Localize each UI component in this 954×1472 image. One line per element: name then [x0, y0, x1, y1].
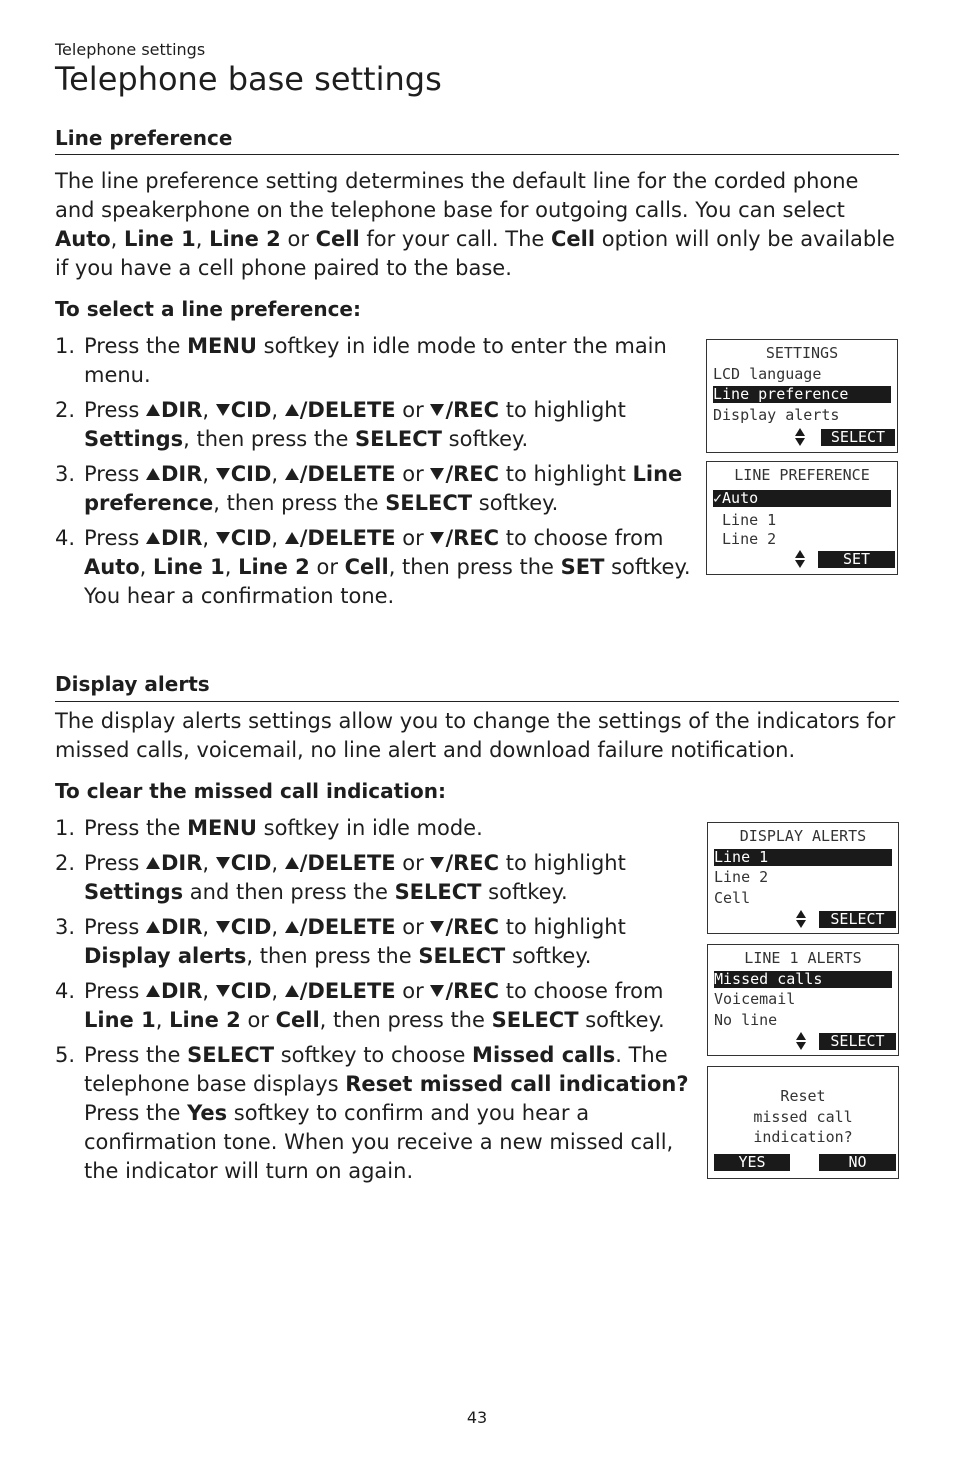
- display-alerts-steps: [55, 814, 695, 1192]
- scroll-arrows-icon: [796, 1032, 808, 1050]
- step: 2. Press DIR, CID, /DELETE or /REC to highlight Settings, then press the SELECT softkey.: [55, 398, 626, 451]
- step: 4. Press DIR, CID, /DELETE or /REC to choose from Auto, Line 1, Line 2 or Cell, then press the SET softkey. You hear a confirmation tone.: [55, 526, 691, 608]
- scroll-arrows-icon: [795, 428, 807, 446]
- lcd-softkey-select: SELECT: [821, 429, 895, 446]
- down-arrow-icon: [216, 921, 230, 933]
- page-title: Telephone base settings: [55, 60, 442, 98]
- lcd-softkey-select: SELECT: [819, 911, 896, 928]
- down-arrow-icon: [216, 985, 230, 997]
- step: 1. Press the MENU softkey in idle mode to enter the main menu.: [55, 334, 667, 387]
- down-arrow-icon: [430, 404, 444, 416]
- down-arrow-icon: [430, 857, 444, 869]
- step: 2. Press DIR, CID, /DELETE or /REC to highlight Settings and then press the SELECT softkey.: [55, 851, 626, 904]
- display-alerts-intro: The display alerts settings allow you to change the settings of the indicators for missed calls, voicemail, no line alert and download failure notification.: [55, 709, 896, 762]
- heading-rule: [55, 701, 899, 702]
- down-arrow-icon: [216, 404, 230, 416]
- down-arrow-icon: [216, 532, 230, 544]
- lcd-menu-item-selected: Line preference: [713, 386, 891, 403]
- display-alerts-procedure-title: To clear the missed call indication:: [55, 779, 446, 803]
- up-arrow-icon: [146, 921, 160, 933]
- display-alerts-heading: Display alerts: [55, 672, 210, 696]
- lcd-title: LINE PREFERENCE: [734, 466, 870, 484]
- lcd-softkey-set: SET: [818, 551, 895, 568]
- up-arrow-icon: [285, 921, 299, 933]
- lcd-line1-alerts-screen: [707, 944, 899, 1056]
- lcd-softkey-yes: YES: [714, 1154, 790, 1171]
- line-preference-intro: The line preference setting determines the default line for the corded phone and speakerphone on the telephone base for outgoing calls. You can select Auto, Line 1, Line 2 or Cell for your call. The Cell option will only be available if you have a cell phone paired to the base.: [55, 169, 895, 280]
- lcd-menu-item: Display alerts: [713, 406, 840, 424]
- page-number: 43: [466, 1408, 488, 1427]
- lcd-title: LINE 1 ALERTS: [744, 949, 862, 967]
- step: 1. Press the MENU softkey in idle mode.: [55, 816, 483, 840]
- up-arrow-icon: [285, 985, 299, 997]
- scroll-arrows-icon: [795, 550, 807, 568]
- heading-rule: [55, 154, 899, 155]
- up-arrow-icon: [146, 468, 160, 480]
- down-arrow-icon: [430, 532, 444, 544]
- up-arrow-icon: [146, 985, 160, 997]
- line-preference-heading: Line preference: [55, 126, 233, 150]
- step: 3. Press DIR, CID, /DELETE or /REC to highlight Line preference, then press the SELECT softkey.: [55, 462, 683, 515]
- down-arrow-icon: [430, 468, 444, 480]
- lcd-prompt-line: missed call: [753, 1108, 853, 1126]
- up-arrow-icon: [285, 857, 299, 869]
- step: 4. Press DIR, CID, /DELETE or /REC to choose from Line 1, Line 2 or Cell, then press the SELECT softkey.: [55, 979, 665, 1032]
- lcd-prompt-line: Reset: [780, 1087, 826, 1105]
- up-arrow-icon: [146, 404, 160, 416]
- down-arrow-icon: [216, 857, 230, 869]
- lcd-softkey-no: NO: [819, 1154, 896, 1171]
- up-arrow-icon: [285, 404, 299, 416]
- lcd-title: DISPLAY ALERTS: [739, 827, 867, 845]
- step: 5. Press the SELECT softkey to choose Missed calls. The telephone base displays Reset missed call indication? Press the Yes softkey to confirm and you hear a confirmation tone. When you receive a new missed call, the indicator will turn on again.: [55, 1043, 689, 1183]
- down-arrow-icon: [216, 468, 230, 480]
- line-preference-steps: [55, 332, 695, 617]
- up-arrow-icon: [285, 468, 299, 480]
- lcd-menu-item: Cell: [714, 889, 751, 907]
- down-arrow-icon: [430, 921, 444, 933]
- up-arrow-icon: [285, 532, 299, 544]
- lcd-menu-item-selected: Line 1: [714, 849, 892, 866]
- lcd-menu-item: Voicemail: [714, 990, 796, 1008]
- scroll-arrows-icon: [796, 910, 808, 928]
- lcd-softkey-select: SELECT: [819, 1033, 896, 1050]
- lcd-menu-item: No line: [714, 1011, 778, 1029]
- step: 3. Press DIR, CID, /DELETE or /REC to highlight Display alerts, then press the SELECT softkey.: [55, 915, 626, 968]
- lcd-menu-item: Line 2: [713, 530, 777, 548]
- lcd-line-preference-screen: [706, 461, 898, 575]
- lcd-menu-item-selected: ✓Auto: [713, 490, 891, 507]
- section-label: Telephone settings: [55, 40, 206, 59]
- lcd-menu-item: Line 2: [714, 868, 769, 886]
- line-preference-procedure-title: To select a line preference:: [55, 297, 361, 321]
- lcd-display-alerts-screen: [707, 822, 899, 934]
- lcd-reset-missed-call-screen: [707, 1066, 899, 1179]
- lcd-settings-screen: [706, 339, 898, 453]
- lcd-menu-item-selected: Missed calls: [714, 971, 892, 988]
- up-arrow-icon: [146, 857, 160, 869]
- lcd-menu-item: LCD language: [713, 365, 822, 383]
- lcd-title: SETTINGS: [765, 344, 839, 362]
- up-arrow-icon: [146, 532, 160, 544]
- lcd-menu-item: Line 1: [713, 511, 777, 529]
- down-arrow-icon: [430, 985, 444, 997]
- lcd-prompt-line: indication?: [753, 1128, 853, 1146]
